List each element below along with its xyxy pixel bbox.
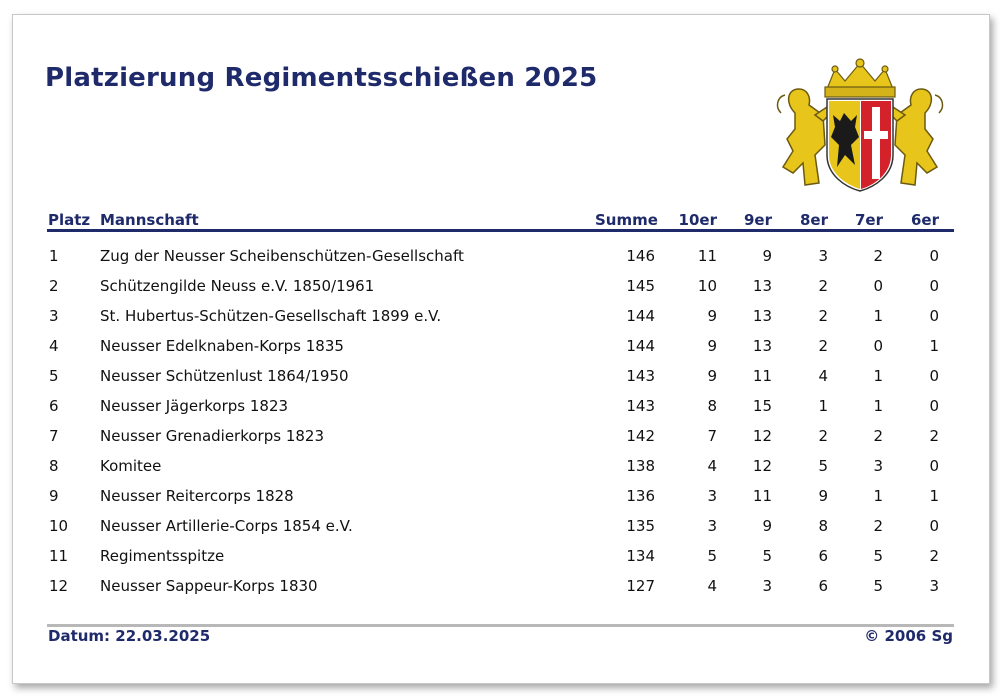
cell-10er: 10 <box>697 277 717 295</box>
cell-mannschaft: St. Hubertus-Schützen-Gesellschaft 1899 e.V. <box>100 307 442 325</box>
cell-7er: 1 <box>873 487 883 505</box>
cell-9er: 9 <box>762 517 772 535</box>
cell-7er: 0 <box>873 277 883 295</box>
cell-6er: 1 <box>929 487 939 505</box>
header-6er: 6er <box>910 211 939 229</box>
cell-10er: 8 <box>707 397 717 415</box>
header-9er: 9er <box>743 211 772 229</box>
cell-8er: 1 <box>818 397 828 415</box>
header-mannschaft: Mannschaft <box>100 211 199 229</box>
cell-6er: 2 <box>929 547 939 565</box>
cell-10er: 11 <box>697 247 717 265</box>
cell-mannschaft: Neusser Reitercorps 1828 <box>100 487 294 505</box>
coat-of-arms-icon <box>765 55 955 195</box>
cell-9er: 5 <box>762 547 772 565</box>
cell-7er: 2 <box>873 517 883 535</box>
cell-7er: 5 <box>873 547 883 565</box>
table-row <box>13 335 989 365</box>
cell-7er: 1 <box>873 397 883 415</box>
cell-platz: 1 <box>49 247 59 265</box>
header-divider <box>47 229 954 232</box>
cell-platz: 5 <box>49 367 59 385</box>
cell-6er: 1 <box>929 337 939 355</box>
cell-8er: 3 <box>818 247 828 265</box>
cell-6er: 0 <box>929 277 939 295</box>
cell-summe: 135 <box>626 517 655 535</box>
cell-9er: 12 <box>752 457 772 475</box>
cell-summe: 136 <box>626 487 655 505</box>
cell-9er: 13 <box>752 277 772 295</box>
cell-summe: 143 <box>626 397 655 415</box>
cell-mannschaft: Neusser Artillerie-Corps 1854 e.V. <box>100 517 353 535</box>
footer-date: Datum: 22.03.2025 <box>48 627 211 645</box>
cell-summe: 144 <box>626 337 655 355</box>
cell-platz: 8 <box>49 457 59 475</box>
cell-7er: 0 <box>873 337 883 355</box>
cell-summe: 144 <box>626 307 655 325</box>
cell-mannschaft: Neusser Edelknaben-Korps 1835 <box>100 337 344 355</box>
header-8er: 8er <box>799 211 828 229</box>
cell-9er: 3 <box>762 577 772 595</box>
table-row <box>13 245 989 275</box>
cell-8er: 2 <box>818 277 828 295</box>
cell-6er: 0 <box>929 307 939 325</box>
table-row <box>13 455 989 485</box>
cell-10er: 3 <box>707 487 717 505</box>
cell-6er: 0 <box>929 247 939 265</box>
cell-8er: 5 <box>818 457 828 475</box>
table-row <box>13 575 989 605</box>
cell-mannschaft: Zug der Neusser Scheibenschützen-Gesellschaft <box>100 247 464 265</box>
cell-platz: 4 <box>49 337 59 355</box>
cell-10er: 9 <box>707 307 717 325</box>
table-row <box>13 365 989 395</box>
cell-9er: 11 <box>752 487 772 505</box>
table-row <box>13 545 989 575</box>
cell-9er: 9 <box>762 247 772 265</box>
cell-8er: 9 <box>818 487 828 505</box>
cell-mannschaft: Schützengilde Neuss e.V. 1850/1961 <box>100 277 375 295</box>
cell-summe: 142 <box>626 427 655 445</box>
cell-7er: 5 <box>873 577 883 595</box>
cell-summe: 143 <box>626 367 655 385</box>
cell-mannschaft: Neusser Schützenlust 1864/1950 <box>100 367 349 385</box>
cell-summe: 127 <box>626 577 655 595</box>
cell-8er: 4 <box>818 367 828 385</box>
cell-8er: 8 <box>818 517 828 535</box>
cell-summe: 138 <box>626 457 655 475</box>
cell-6er: 0 <box>929 457 939 475</box>
cell-mannschaft: Neusser Grenadierkorps 1823 <box>100 427 324 445</box>
cell-7er: 2 <box>873 247 883 265</box>
cell-6er: 0 <box>929 397 939 415</box>
cell-platz: 2 <box>49 277 59 295</box>
cell-platz: 3 <box>49 307 59 325</box>
cell-mannschaft: Regimentsspitze <box>100 547 225 565</box>
cell-9er: 15 <box>752 397 772 415</box>
cell-7er: 2 <box>873 427 883 445</box>
cell-7er: 3 <box>873 457 883 475</box>
cell-7er: 1 <box>873 307 883 325</box>
header-summe: Summe <box>595 211 658 229</box>
table-row <box>13 515 989 545</box>
cell-mannschaft: Neusser Sappeur-Korps 1830 <box>100 577 318 595</box>
cell-8er: 6 <box>818 577 828 595</box>
cell-6er: 2 <box>929 427 939 445</box>
cell-platz: 12 <box>49 577 69 595</box>
cell-10er: 3 <box>707 517 717 535</box>
page-title: Platzierung Regimentsschießen 2025 <box>45 63 598 93</box>
footer-copyright: © 2006 Sg <box>864 627 953 645</box>
header-platz: Platz <box>48 211 91 229</box>
cell-9er: 13 <box>752 337 772 355</box>
cell-platz: 11 <box>49 547 69 565</box>
cell-10er: 9 <box>707 367 717 385</box>
header-7er: 7er <box>854 211 883 229</box>
cell-10er: 4 <box>707 457 717 475</box>
cell-mannschaft: Komitee <box>100 457 162 475</box>
cell-8er: 2 <box>818 427 828 445</box>
header-10er: 10er <box>678 211 717 229</box>
table-row <box>13 275 989 305</box>
table-row <box>13 485 989 515</box>
cell-10er: 9 <box>707 337 717 355</box>
cell-mannschaft: Neusser Jägerkorps 1823 <box>100 397 289 415</box>
cell-10er: 4 <box>707 577 717 595</box>
cell-10er: 5 <box>707 547 717 565</box>
cell-8er: 2 <box>818 337 828 355</box>
cell-platz: 6 <box>49 397 59 415</box>
results-card <box>12 14 990 684</box>
table-row <box>13 425 989 455</box>
cell-10er: 7 <box>707 427 717 445</box>
cell-platz: 10 <box>49 517 69 535</box>
cell-summe: 146 <box>626 247 655 265</box>
cell-6er: 0 <box>929 517 939 535</box>
cell-6er: 0 <box>929 367 939 385</box>
cell-6er: 3 <box>929 577 939 595</box>
cell-7er: 1 <box>873 367 883 385</box>
cell-platz: 7 <box>49 427 59 445</box>
cell-9er: 13 <box>752 307 772 325</box>
cell-9er: 11 <box>752 367 772 385</box>
cell-8er: 2 <box>818 307 828 325</box>
table-row <box>13 305 989 335</box>
cell-9er: 12 <box>752 427 772 445</box>
cell-summe: 145 <box>626 277 655 295</box>
cell-platz: 9 <box>49 487 59 505</box>
table-row <box>13 395 989 425</box>
cell-8er: 6 <box>818 547 828 565</box>
cell-summe: 134 <box>626 547 655 565</box>
